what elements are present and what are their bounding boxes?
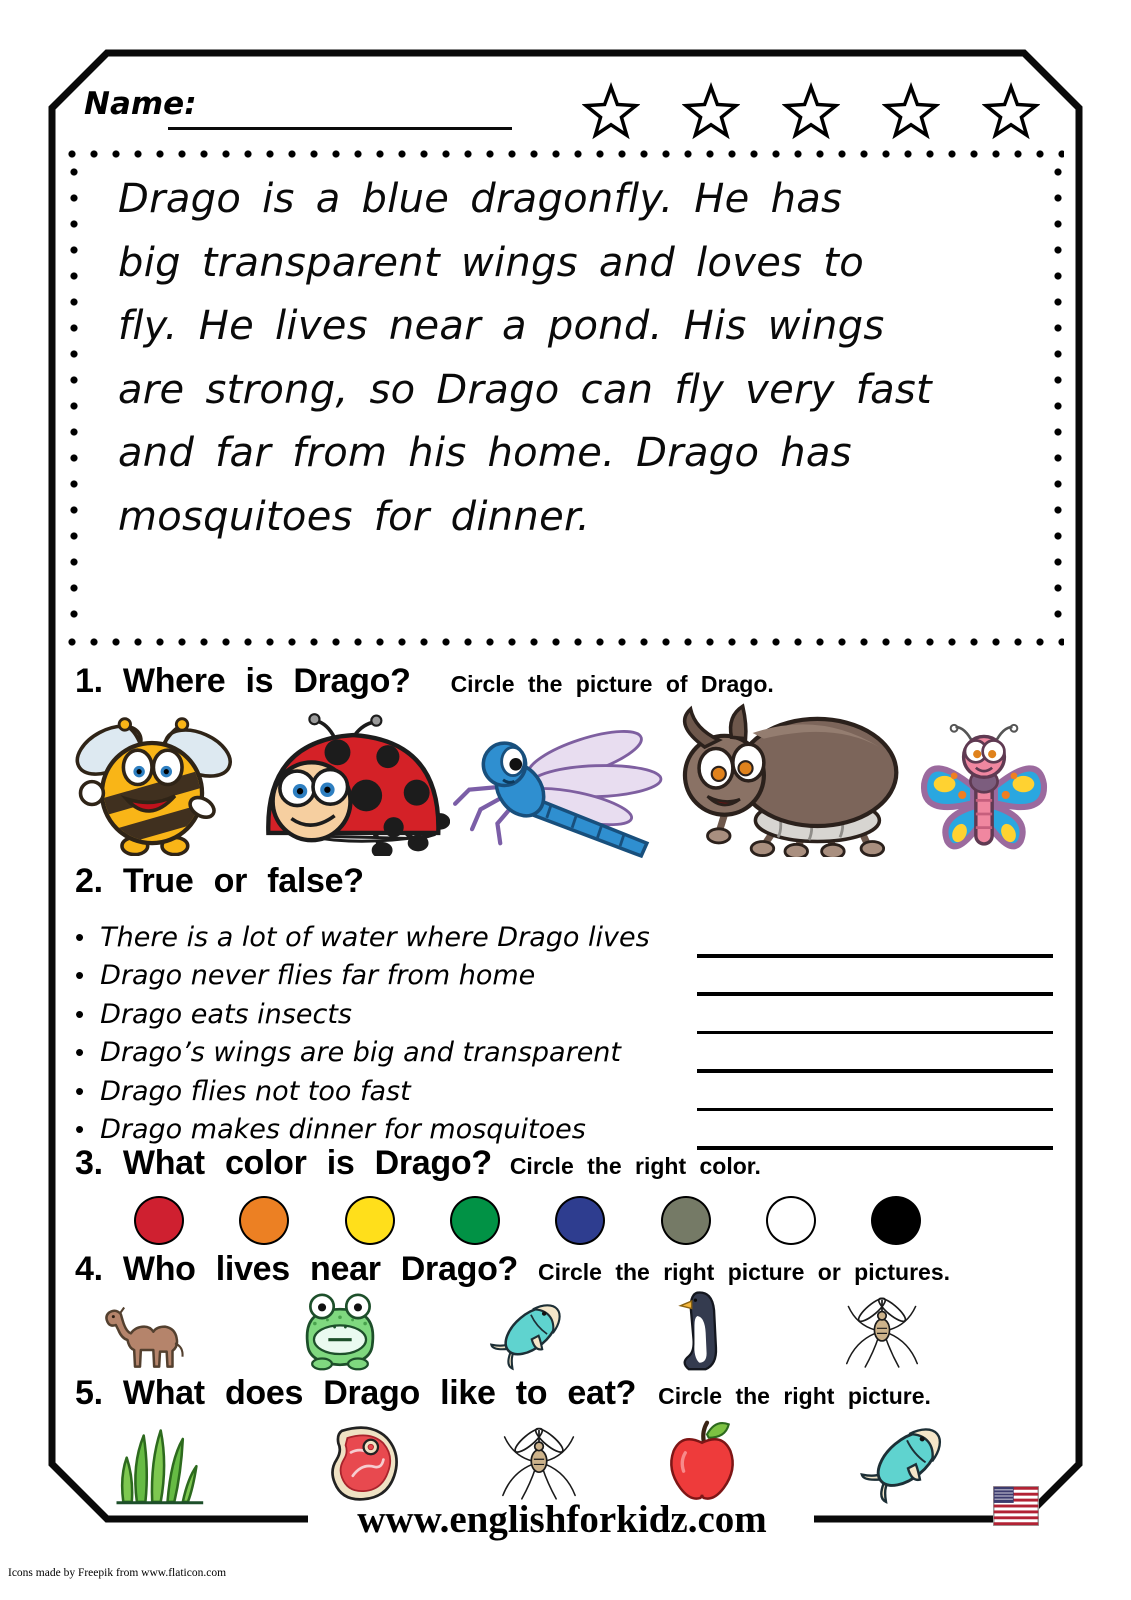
name-blank-line [168, 127, 512, 130]
question-4-instruction: Circle the right picture or pictures. [538, 1259, 951, 1285]
answer-blank [697, 1108, 1053, 1112]
passage-box-border-top [68, 150, 1064, 158]
color-swatch-blue [555, 1196, 605, 1245]
star-icon [582, 80, 640, 144]
question-4-header [75, 1250, 950, 1289]
fish-icon [488, 1290, 572, 1374]
statement-text: Drago makes dinner for mosquitoes [100, 1114, 586, 1145]
passage-line: are strong, so Drago can fly very fast [118, 366, 933, 413]
mosquito-icon [840, 1288, 924, 1372]
true-false-row [75, 960, 1065, 998]
passage-line: mosquitoes for dinner. [118, 493, 591, 540]
passage-box-border-left [70, 168, 78, 634]
statement-text: Drago never flies far from home [100, 960, 536, 992]
camel-icon [100, 1295, 200, 1370]
answer-blank [697, 992, 1053, 996]
color-swatch-row [0, 1196, 1131, 1246]
question-3-instruction: Circle the right color. [509, 1153, 761, 1179]
apple-icon [660, 1416, 744, 1508]
true-false-row [75, 1076, 1065, 1114]
color-swatch-orange [239, 1196, 289, 1245]
question-5-header [75, 1374, 931, 1413]
question-1-header [75, 662, 774, 701]
rating-stars [582, 80, 1040, 144]
us-flag-icon [993, 1486, 1039, 1526]
question-5-instruction: Circle the right picture. [658, 1383, 931, 1409]
mosquito-icon [496, 1416, 582, 1506]
statement-text: There is a lot of water where Drago lives [100, 922, 650, 953]
name-label: Name: [84, 86, 197, 122]
bee-icon [66, 713, 238, 856]
passage-line: big transparent wings and loves to [118, 239, 865, 286]
color-swatch-yellow [345, 1196, 395, 1245]
answer-blank [697, 954, 1053, 958]
reading-passage [118, 176, 932, 557]
statement-text: Drago’s wings are big and transparent [100, 1037, 622, 1069]
question-1-title: 1. Where is Drago? [75, 662, 411, 700]
bullet: • [75, 960, 85, 991]
penguin-icon [668, 1288, 734, 1372]
color-swatch-red [134, 1196, 184, 1245]
beetle-icon [665, 702, 905, 857]
bullet: • [75, 922, 85, 952]
star-icon [782, 80, 840, 144]
passage-box-border-bottom [68, 638, 1064, 646]
answer-blank [697, 1031, 1053, 1035]
true-false-row [75, 922, 1065, 960]
question-2-title: 2. True or false? [75, 862, 364, 900]
passage-box-border-right [1054, 168, 1062, 634]
question-4-title: 4. Who lives near Drago? [75, 1250, 519, 1288]
color-swatch-white [766, 1196, 816, 1245]
star-icon [882, 80, 940, 144]
color-swatch-black [871, 1196, 921, 1245]
star-icon [982, 80, 1040, 144]
ladybug-icon [248, 712, 450, 856]
dragonfly-icon [438, 722, 664, 863]
bullet: • [75, 1075, 85, 1106]
frog-icon [295, 1293, 385, 1372]
answer-blank [697, 1069, 1053, 1073]
statement-text: Drago eats insects [100, 998, 352, 1030]
color-swatch-green [450, 1196, 500, 1245]
website-url: www.englishforkidz.com [357, 1498, 767, 1541]
question-2-header [75, 862, 364, 901]
star-icon [682, 80, 740, 144]
color-swatch-gray [661, 1196, 711, 1245]
passage-line: and far from his home. Drago has [118, 430, 852, 476]
fish-icon [858, 1412, 954, 1508]
question-1-instruction: Circle the picture of Drago. [450, 671, 774, 697]
bullet: • [75, 1037, 85, 1068]
passage-line: Drago is a blue dragonfly. He has [118, 176, 843, 222]
butterfly-icon [916, 716, 1052, 863]
grass-icon [108, 1422, 210, 1507]
bullet: • [75, 998, 85, 1029]
statement-text: Drago flies not too fast [100, 1075, 411, 1107]
question-3-title: 3. What color is Drago? [75, 1144, 492, 1182]
true-false-row [75, 1037, 1065, 1075]
bullet: • [75, 1114, 85, 1144]
true-false-list [75, 922, 1065, 1162]
icon-credit: Icons made by Freepik from www.flaticon.com [8, 1567, 227, 1579]
question-3-header [75, 1144, 761, 1183]
true-false-row [75, 999, 1065, 1037]
passage-line: fly. He lives near a pond. His wings [118, 303, 885, 349]
question-5-title: 5. What does Drago like to eat? [75, 1374, 637, 1412]
